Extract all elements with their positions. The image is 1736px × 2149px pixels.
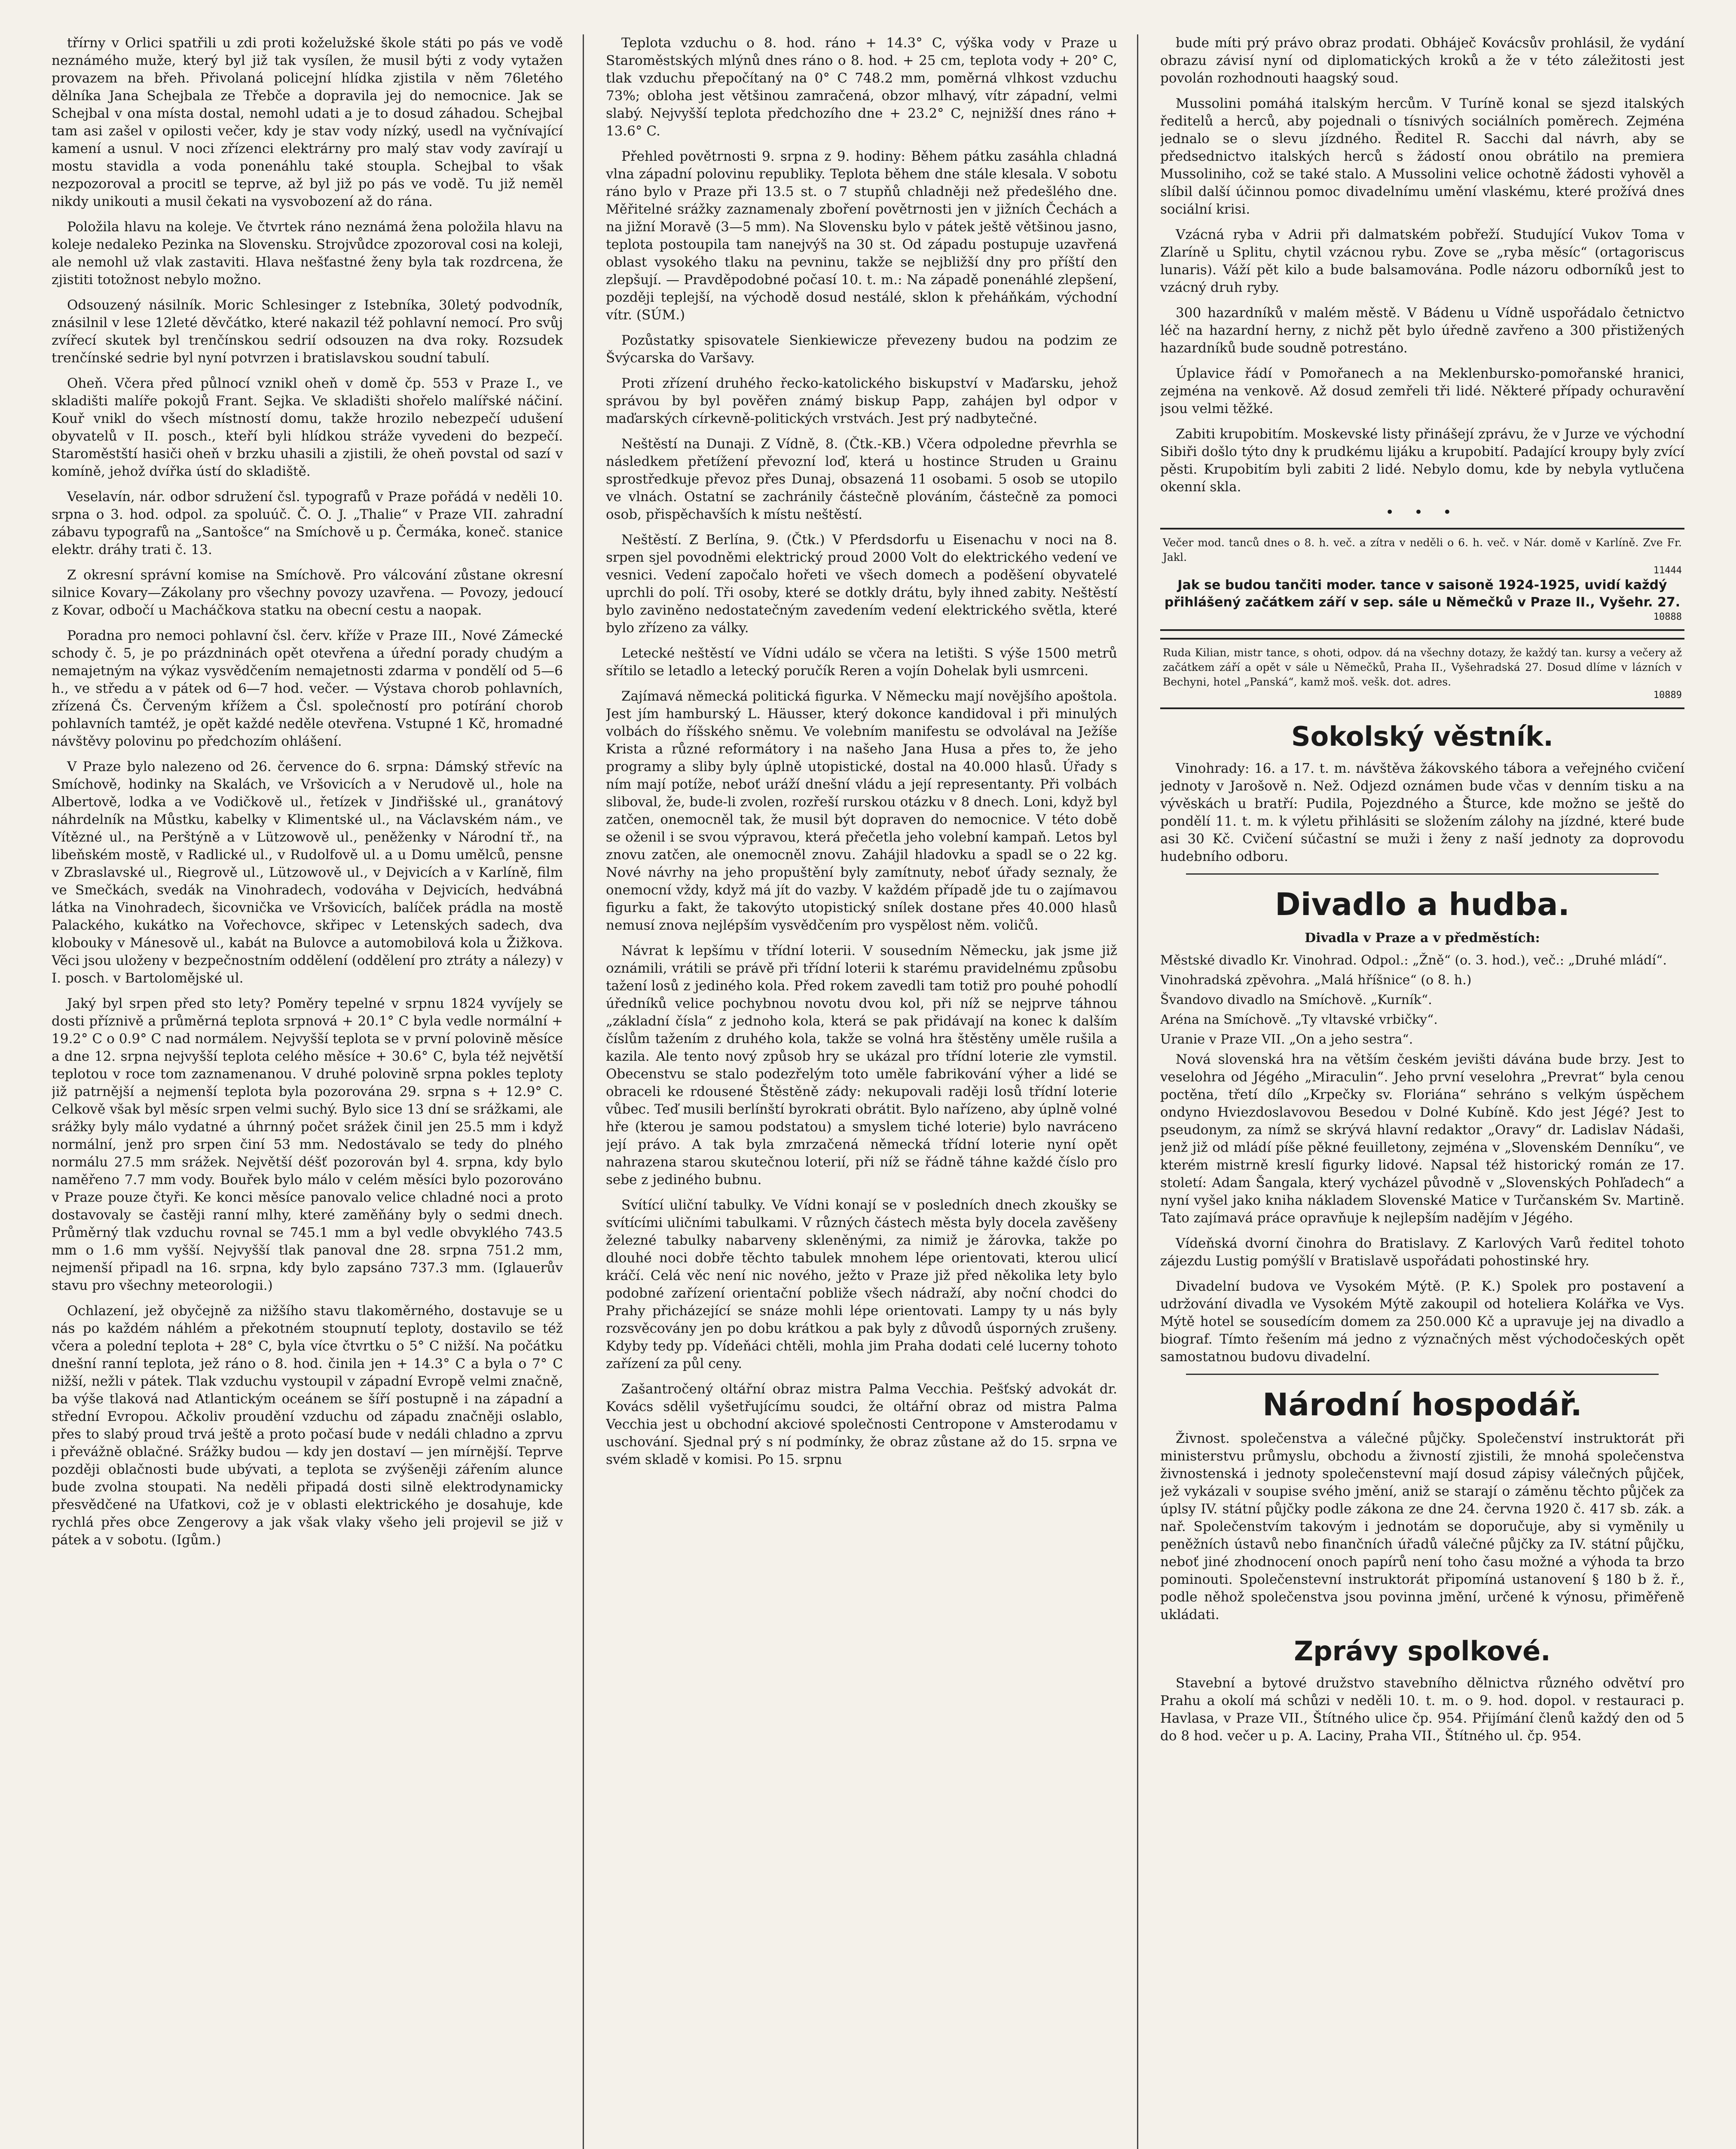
article-paragraph: Zabiti krupobitím. Moskevské listy přinášejí zprávu, že v Jurze ve východní Sibiři došlo týto dny k prudkému lijáku a krupobití. Padající kroupy byly zvící pěsti. Krupobitím byli zabiti 2 lidé. Nebylo domu, kde by nebyla vytlučena okenní skla. xyxy=(1160,426,1684,495)
article-paragraph: Proti zřízení druhého řecko-katolického biskupství v Maďarsku, jehož správou by byl pověřen známý biskup Papp, zahájen byl odpor v maďarských církevně-politických vrstvách. Jest prý nadbytečné. xyxy=(606,376,1117,426)
article-paragraph: Svítící uliční tabulky. Ve Vídni konají se v posledních dnech zkoušky se svítícími uličními tabulkami. V různých částech města byly docela zavěšeny železné tabulky nabarveny skleněnými, za nimiž je žárovka, takže po dlouhé noci dobře těchto tabulek mnohem lépe orientovati, kterou ulicí kráčí. Celá věc není nic nového, ježto v Praze již před několika lety bylo podobné zařízení orientační pobliže všech nádraží, aby noční chodci do Prahy přicházející se snáze mohli lépe orientovati. Lampy ty u nás byly rozsvěcovány jen po dobu krátkou a pak byly z důvodů úsporných zrušeny. Kdyby tedy pp. Vídeňáci chtěli, mohla jim Praha dodati celé lucerny tohoto zařízení za půl ceny. xyxy=(606,1197,1117,1371)
section-subheading: Divadla v Praze a v předměstích: xyxy=(1305,931,1540,946)
ad-text: Jak se budou tančiti moder. tance v saisoně 1924-1925, uvidí každý přihlášený začátkem září v sep. sále u Němečků v Praze II., Vyšehr. 27. xyxy=(1164,578,1681,610)
theatre-listing: Švandovo divadlo na Smíchově. „Kurník“. xyxy=(1160,992,1432,1007)
article-paragraph: Neštěstí. Z Berlína, 9. (Čtk.) V Pferdsdorfu u Eisenachu v noci na 8. srpen sjel povodněmi elektrický proud 2000 Volt do elektrického vedení ve vesnici. Vedení započalo hořeti ve všech domech a poděšení obyvatelé uprchli do polí. Tři osoby, které se dotkly drátu, byly ihned zabity. Neštěstí bylo zaviněno nedostatečným zavedením vedení elektrického světla, které bylo zřízeno za války. xyxy=(606,532,1117,636)
column-right xyxy=(1160,34,1684,2149)
section-heading-hospodar: Národní hospodář. xyxy=(1262,1387,1582,1423)
theatre-listing: Uranie v Praze VII. „On a jeho sestra“. xyxy=(1160,1032,1413,1047)
article-paragraph: Zašantročený oltářní obraz mistra Palma Vecchia. Pešťský advokát dr. Kovács sdělil vyšetřujícímu soudci, že oltářní obraz od mistra Palma Vecchia jest u obchodní akciové společnosti Centropone v Amsterodamu v uschování. Sjednal prý s ní podmínky, že obraz zůstane až do 15. srpna ve svém skladě v komisi. Po 15. srpnu xyxy=(606,1381,1117,1467)
theatre-listing: Městské divadlo Kr. Vinohrad. Odpol.: „Žně“ (o. 3. hod.), več.: „Druhé mládí“. xyxy=(1160,953,1667,968)
article-paragraph: Poradna pro nemoci pohlavní čsl. červ. kříže v Praze III., Nové Zámecké schody č. 5, je po prázdninách opět otevřena a úřední porady chudým a nemajetným na výkaz vysvědčením nemajetnosti zdarma v pondělí od 5—6 h., ve středu a v pátek od 6—7 hod. večer. — Výstava chorob pohlavních, zřízená Čs. Červeným křížem a Čsl. společností pro potírání chorob pohlavních tamtéž, je opět každé neděle otevřena. Vstupné 1 Kč, hromadné návštěvy polovinu po předchozím ohlášení. xyxy=(52,628,563,749)
section-heading-spolky: Zprávy spolkové. xyxy=(1294,1635,1551,1667)
ad-number: 10888 xyxy=(1653,612,1682,622)
article-paragraph: Z okresní správní komise na Smíchově. Pro válcování zůstane okresní silnice Kovary—Zákolany pro všechny povozy uzavřena. — Povozy, jedoucí z Kovar, odbočí u Macháčkova statku na obecní cestu a naopak. xyxy=(52,567,563,618)
article-paragraph: Stavební a bytové družstvo stavebního dělnictva různého odvětví pro Prahu a okolí má schůzi v neděli 10. t. m. o 9. hod. dopol. v restauraci p. Havlasa, v Praze VII., Štítného ulice čp. 954. Přijímání členů každý den od 5 do 8 hod. večer u p. A. Laciny, Praha VII., Štítného ul. čp. 954. xyxy=(1160,1675,1684,1744)
article-paragraph: Nová slovenská hra na větším českém jevišti dávána bude brzy. Jest to veselohra od Jégého „Miraculin“. Jeho první veselohra „Prevrat“ byla cenou poctěna, třetí dílo „Krpečky sv. Floriána“ sehráno s velkým úspěchem ondyno Hviezdoslavovou Besedou v Dolné Kubíně. Kdo jest Jégé? Jest to pseudonym, za nímž se skrývá hlavní redaktor „Oravy“ dr. Ladislav Nádaši, jenž již od mládí píše pěkné feuilletony, zejména v „Slovenském Denníku“, ve kterém mistrně kreslí figurky lidové. Napsal též historický román ze 17. století: Adam Šangala, který vycházel původně v „Slovenských Pohľadech“ a nyní vyšel jako kniha nákladem Slovenské Matice v Turčanském Sv. Martině. Tato zajímavá práce opravňuje k nejlepším nadějím v Jégého. xyxy=(1160,1052,1684,1226)
newspaper-page xyxy=(52,34,1684,2149)
article-paragraph: Živnost. společenstva a válečné půjčky. Společenství instruktorát při ministerstvu průmyslu, obchodu a živností zjistili, že mnohá společenstva živnostenská i jednoty společenstevní mají dosud zápisy válečných půjček, jež vykázali v soupise svého jmění, aniž se starají o záměnu těchto půjček za úplsy IV. státní půjčky podle zákona ze dne 24. června 1920 č. 417 sb. zák. a nař. Společenstvím takovým i jednotám se doporučuje, aby si vyměnily u peněžních ústavů nebo finančních úřadů válečné půjčky za IV. státní půjčku, neboť jiné zhodnocení onoch papírů není toho času možné a výhoda ta brzo pominouti. Společenstevní instruktorát připomíná ustanovení § 180 b ž. ř., podle něhož společenstva jsou povinna jmění, určené k výnosu, přiměřeně ukládati. xyxy=(1160,1431,1684,1622)
article-paragraph: Pozůstatky spisovatele Sienkiewicze převezeny budou na podzim ze Švýcarska do Varšavy. xyxy=(606,333,1117,366)
column-left xyxy=(52,34,563,2149)
article-paragraph: třírny v Orlici spatřili u zdi proti koželužské škole státi po pás ve vodě neznámého muže, který byl již tak vysílen, že musil býti z vody vytažen provazem na břeh. Přivolaná policejní hlídka zjistila v něm 76letého dělníka Jana Schejbala ze Třebče a dopravila jej do nemocnice. Jak se Schejbal v ona místa dostal, nemohl udati a je to dosud záhadou. Schejbal tam asi zašel v opilosti večer, kdy je stav vody nízký, usedl na vyčnívající kamení a usnul. V noci zřízenci elektrárny pro malý stav vody zavírají u mostu stavidla a voda ponenáhlu také stoupla. Schejbal to však nezpozoroval a procitl se teprve, až byl již po pás ve vodě. Tu již neměl nikdy unikouti a musil čekati na vysvobození až do rána. xyxy=(52,35,563,209)
article-paragraph: Návrat k lepšímu v třídní loterii. V sousedním Německu, jak jsme již oznámili, vrátili se právě při třídní loterii k starému pravidelnému způsobu tažení losů z jediného kola. Před rokem zavedli tam totiž pro pouhé pohodlí úředníků velice pochybnou novotu dvou kol, při níž se nejprve táhnou „základní čísla“ z jednoho kola, která se pak přidávají na konec k dalším číslům tažením z druhého kola, takže se volná hra štěstěny uměle rušila a kazila. Ale tento nový způsob hry se ukázal pro třídní loterie zle vymstil. Obecenstvu se stalo podezřelým toto uměle fabrikování výher a lidé se obraceli ke rdousené Štěstěně zády: nekupovali raději losů třídní loterie vůbec. Teď musili berlínští byrokrati obrátit. Bylo nařízeno, aby úplně volné hře (kterou je samou podstatou) a smyslem tiché loterie) bylo navráceno její právo. A tak byla zmrzačená německá třídní loterie nyní opět nahrazena starou skutečnou loterií, při níž se řádně táhne každé číslo pro sebe z jediného bubnu. xyxy=(606,943,1117,1188)
article-paragraph: Vzácná ryba v Adrii při dalmatském pobřeží. Studující Vukov Toma v Zlaríně u Splitu, chytil vzácnou rybu. Zove se „ryba měsíc“ (ortagoriscus lunaris). Váží pět kilo a bude balsamována. Podle názoru odborníků jest to vzácný druh ryby. xyxy=(1160,227,1684,295)
section-heading-sokol: Sokolský věstník. xyxy=(1291,721,1553,752)
article-paragraph: Teplota vzduchu o 8. hod. ráno + 14.3° C, výška vody v Praze u Staroměstských mlýnů dnes ráno o 8. hod. + 25 cm, teplota vody + 20° C, tlak vzduchu přepočítaný na 0° C 748.2 mm, poměrná vlhkost vzduchu 73%; obloha jest většinou zamračená, obzor mlhavý, vítr západní, velmi slabý. Nejvyšší teplota předchozího dne + 23.2° C, nejnižší dnes ráno + 13.6° C. xyxy=(606,35,1117,139)
article-paragraph: Letecké neštěstí ve Vídni událo se včera na letišti. S výše 1500 metrů sřítilo se letadlo a letecký poručík Reren a vojín Dohelak byli usmrceni. xyxy=(606,646,1117,679)
article-paragraph: Zajímavá německá politická figurka. V Německu mají novějšího apoštola. Jest jím hamburský L. Häusser, který dokonce kandidoval i při minulých volbách do říšského sněmu. Ve volebním manifestu se odvolával na Ježíše Krista a různé reformátory i na našeho Jana Husa a přes to, že jeho programy a sliby byly úplně utopistické, dostal na 40.000 hlasů. Úřady s ním mají potíže, neboť uráží dnešní vládu a její representanty. Při volbách sliboval, že, bude-li zvolen, rozřeší rurskou otázku v 8 dnech. Loni, když byl zatčen, onemocněl tak, že musil být dopraven do nemocnice. V této době se oženil i se svou výpravou, která přečetla jeho volební kampaň. Letos byl znovu zatčen, ale onemocněl znovu. Zahájil hladovku a spadl se o 22 kg. Nové návrhy na jeho propuštění byly zamítnuty, neboť úřady seznaly, že onemocní vždy, když má jít do vazby. V každém případě jde tu o zajímavou figurku a fakt, že takovýto utopistický snílek dostane přes 40.000 hlasů nemusí znova nejlépším vysvědčením pro vyspělost něm. voličů. xyxy=(606,689,1117,933)
divider xyxy=(1186,873,1659,875)
advertisement-box xyxy=(1160,528,1684,631)
article-paragraph: Vídeňská dvorní činohra do Bratislavy. Z Karlových Varů ředitel tohoto zájezdu Lustig pomýšlí v Bratislavě uspořádati pohostinské hry. xyxy=(1160,1236,1684,1269)
article-paragraph: bude míti prý právo obraz prodati. Obháječ Kovácsův prohlásil, že vydání obrazu závisí nyní od diplomatických kroků a že v této záležitosti jest povolán rozhodnouti haagský soud. xyxy=(1160,35,1684,86)
article-paragraph: Mussolini pomáhá italským hercům. V Turíně konal se sjezd italských ředitelů a herců, aby pojednali o tísnivých sociálních poměrech. Zejména jednalo se o slevu jízdného. Ředitel R. Sacchi dal návrh, aby se předsednictvo italských herců s žádostí onou obrátilo na premiera Mussoliniho, což se také stalo. A Mussolini velice ochotně žádosti vyhověl a slíbil další účinnou pomoc divadelnímu umění vlaskému, které prožívá dnes sociální krisi. xyxy=(1160,96,1684,217)
article-paragraph: V Praze bylo nalezeno od 26. července do 6. srpna: Dámský střevíc na Smíchově, hodinky na Skalách, ve Vršovicích a v Nerudově ul., hole na Albertově, lodka a ve Vodičkově ul., řetízek v Jindřišské ul., granátový náhrdelník na Můstku, kabelky v Klimentské ul., na Václavském nám., ve Vítězné ul., na Perštýně a v Lützowově ul., peněženky v Národní tř., na libeňském mostě, v Radlické ul., v Rudolfově ul. a u Domu umělců, pensne v Zbraslavské ul., Riegrově ul., Lützowově ul., v Dejvicích a v Karlíně, film ve Smečkách, svedák na Vinohradech, vodováha v Dejvicích, hedvábná látka na Vinohradech, šicovnička ve Vršovicích, balíček prádla na mostě Palackého, kukátko na Vořechovce, skřipec v Letenských sadech, dva klobouky v Mánesově ul., kabát na Bulovce a automobilová kola u Žižkova. Věci jsou uloženy v bezpečnostním oddělení (oddělení pro ztráty a nálezy) v I. posch. v Bartolomějské ul. xyxy=(52,759,563,986)
advertisement-box xyxy=(1160,638,1684,709)
theatre-listing: Vinohradská zpěvohra. „Malá hříšnice“ (o 8. h.) xyxy=(1160,973,1472,988)
ad-number: 11444 xyxy=(1653,565,1682,576)
article-paragraph: Oheň. Včera před půlnocí vznikl oheň v domě čp. 553 v Praze I., ve skladišti malíře pokojů Frant. Sejka. Ve skladišti shořelo malířské náčiní. Kouř vnikl do všech místností domu, takže hrozilo nebezpečí udušení obyvatelů v II. posch., kteří byli hlídkou stráže vyvedeni do bezpečí. Staroměstští hasiči oheň v brzku uhasili a zjistili, že oheň povstal od sazí v komíně, jehož dvířka ústí do skladiště. xyxy=(52,376,563,479)
separator-dots: • • • xyxy=(1385,504,1459,521)
column-rule xyxy=(583,34,584,2149)
article-paragraph: Položila hlavu na koleje. Ve čtvrtek ráno neznámá žena položila hlavu na koleje nedaleko Pezinka na Slovensku. Strojvůdce zpozoroval cosi na koleji, ale nemohl už vlak zastaviti. Hlava nešťastné ženy byla tak rozdrcena, že zjistiti totožnost nebylo možno. xyxy=(52,219,563,288)
article-paragraph: Divadelní budova ve Vysokém Mýtě. (P. K.) Spolek pro postavení a udržování divadla ve Vysokém Mýtě zakoupil od hoteliera Kolářka ve Vys. Mýtě hotel se sousedícím domem za 250.000 Kč a upravuje jej na divadlo a biograf. Tímto řešením má jedno z význačných měst východočeských opět samostatnou budovu divadelní. xyxy=(1160,1279,1684,1365)
column-rule xyxy=(1137,34,1138,2149)
article-paragraph: Úplavice řádí v Pomořanech a na Meklenbursko-pomořanské hranici, zejména na venkově. Až dosud zemřeli tři lidé. Některé případy ochuravění jsou velmi těžké. xyxy=(1160,366,1684,416)
article-paragraph: 300 hazardníků v malém městě. V Bádenu u Vídně uspořádalo četnictvo léč na hazardní herny, z nichž pět bylo úředně zavřeno a 300 přistižených hazardníků bude soudně potrestáno. xyxy=(1160,305,1684,356)
ad-text: Večer mod. tanců dnes o 8. h. več. a zítra v neděli o 6. h. več. v Nár. domě v Karlíně. Zve Fr. Jakl. xyxy=(1163,536,1682,563)
article-paragraph: Neštěstí na Dunaji. Z Vídně, 8. (Čtk.-KB.) Včera odpoledne převrhla se následkem přetížení převozní loď, která u hostince Struden u Grainu sprostředkuje převoz přes Dunaj, obsazená 11 osobami. 5 osob se utopilo ve vlnách. Ostatní se zachránily částečně plováním, částečně za pomoci osob, přispěchavších k místu neštěstí. xyxy=(606,436,1117,522)
article-paragraph: Přehled povětrnosti 9. srpna z 9. hodiny: Během pátku zasáhla chladná vlna západní polovinu republiky. Teplota během dne stále klesala. V sobotu ráno bylo v Praze při 13.5 st. o 7 stupňů chladněji než předešlého dne. Měřitelné srážky zaznamenaly zboření povětrnosti jen v jižních Čechách a na jižní Moravě (3—5 mm). Na Slovensku bylo v pátek ještě většinou jasno, teplota postoupila tam nanejvýš na 30 st. Od západu postupuje uzavřená oblast vysokého tlaku na pevninu, takže se nejbližší dny pro příští den zlepšují. — Pravděpodobné počasí 10. t. m.: Na západě ponenáhlé zlepšení, později teplejší, na východě dosud nestálé, sklon k přeháňkám, východní vítr. (SÚM.) xyxy=(606,149,1117,323)
article-paragraph: Vinohrady: 16. a 17. t. m. návštěva žákovského tábora a veřejného cvičení jednoty v Jarošově n. Než. Odjezd oznámen bude včas v denním tisku a na vývěskách u bratří: Pudila, Pojezdného a Šturce, kde možno se ještě do pondělí 11. t. m. k výletu přihlásiti se složením zálohy na jízdné, které bude asi 30 Kč. Cvičení súčastní se muži i ženy z naší jednoty za doprovodu hudebního odboru. xyxy=(1160,761,1684,864)
ad-text: Ruda Kilian, mistr tance, s ohoti, odpov. dá na všechny dotazy, že každý tan. kursy a večery až začátkem září a opět v sále u Němečků, Praha II., Vyšehradská 27. Dosud dlíme v lázních v Bechyni, hotel „Panská“, kamž moš. vešk. dot. adres. xyxy=(1163,646,1682,688)
theatre-listing: Aréna na Smíchově. „Ty vltavské vrbičky“. xyxy=(1160,1012,1438,1027)
article-paragraph: Veselavín, nár. odbor sdružení čsl. typografů v Praze pořádá v neděli 10. srpna o 3. hod. odpol. za spoluúč. Č. O. J. „Thalie“ v Praze VII. zahradní zábavu typografů na „Santošce“ na Smíchově u p. Čermáka, koneč. stanice elektr. dráhy trati č. 13. xyxy=(52,489,563,557)
divider xyxy=(1186,1374,1659,1375)
ad-number: 10889 xyxy=(1653,690,1682,701)
section-heading-divadlo: Divadlo a hudba. xyxy=(1275,886,1570,922)
article-paragraph: Ochlazení, jež obyčejně za nižšího stavu tlakoměrného, dostavuje se u nás po každém náhlém a překotném stoupnutí teploty, dostavilo se též včera a polední teplota + 28° C, byla více čtvrtku o 5° C nižší. Na počátku dnešní ranní teplota, jež ráno o 8. hod. činila jen + 14.3° C a byla o 7° C nižší, nežli v pátek. Tlak vzduchu vystoupil v západní Evropě velmi značně, ba výše tlaková nad Atlantickým oceánem se šíří postupně i na západní a střední Evropou. Ačkoliv proudění vzduchu od západu značněji oslablo, přes to slabý proud trvá ještě a proto počasí bude v nedáli chladno a zprvu i převážně oblačné. Srážky budou — kdy jen dostaví — jen mírnější. Teprve později oblačnosti bude ubývati, a teplota se zvýšeněji zářením alunce bude zvolna stoupati. Na neděli připadá dosti silně elektrodynamicky přesvědčené na Ufatkovi, což je v oblasti elektrického je dosahuje, kde rychlá přes obce Zengerovy a jak však vlaky všeho jeli projevil se již v pátek a v sobotu. (Igům.) xyxy=(52,1303,563,1548)
column-middle xyxy=(606,34,1117,2149)
article-paragraph: Odsouzený násilník. Moric Schlesinger z Istebníka, 30letý podvodník, znásilnil v lese 12leté děvčátko, které nakazil též pohlavní nemocí. Pro svůj zvířecí skutek byl trenčínskou sedrií odsouzen na dva roky. Rozsudek trenčínské sedrie byl nyní potvrzen i bratislavskou soudní tabulí. xyxy=(52,297,563,366)
article-paragraph: Jaký byl srpen před sto lety? Poměry tepelné v srpnu 1824 vyvíjely se dosti příznivě a průměrná teplota srpnová + 20.1° C byla vedle normální + 19.2° C o 0.9° C nad normálem. Nejvyšší teplota se v první polovině měsíce a dne 12. srpna nejvyšší teplota celého měsíce + 30.6° C, byla též největší teplotou v roce tom zaznamenanou. V druhé polovině srpna pokles teploty již patrnější a nejmenší teplota byla pozorována 29. srpna s + 12.9° C. Celkově však byl měsíc srpen velmi suchý. Bylo sice 13 dní se srážkami, ale srážky byly málo vydatné a úhrnný počet srážek činil jen 25.5 mm i když normální, jenž pro srpen činí 53 mm. Nedostávalo se tedy do plného normálu 27.5 mm srážek. Největší déšť pozorován byl 4. srpna, kdy bylo naměřeno 7.7 mm vody. Bouřek bylo málo v celém měsíci bylo pozorováno v Praze pouze čtyři. Ke konci měsíce panovalo velice chladné noci a proto dostavovaly se častěji ranní mlhy, které zaměňány byly o sedmi dnech. Průměrný tlak vzduchu rovnal se 745.1 mm a byl vedle obvyklého 743.5 mm o 1.6 mm vyšší. Nejvyšší tlak panoval dne 28. srpna 751.2 mm, nejmenší připadl na 16. srpna, kdy bylo zapsáno 737.3 mm. (Iglauerův stavu pro všechny meteorologii.) xyxy=(52,996,563,1293)
